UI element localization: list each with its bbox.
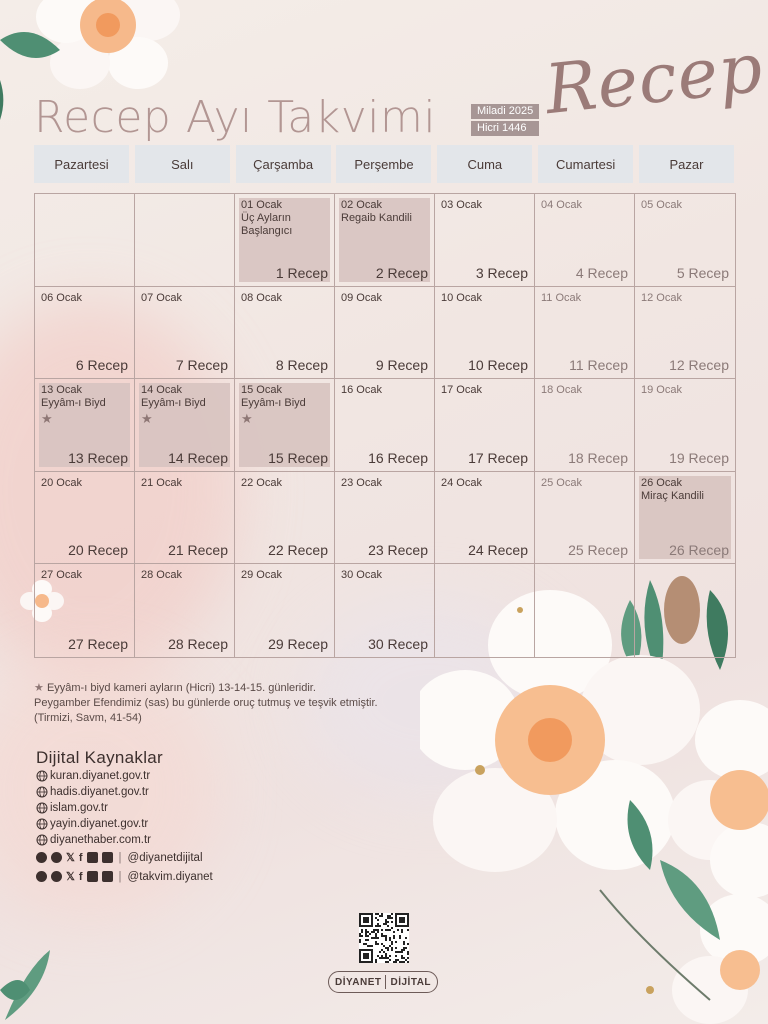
calendar-day-cell: [135, 379, 235, 472]
social-handle-row[interactable]: [36, 848, 213, 867]
calendar-day-cell: [235, 379, 335, 472]
facebook-icon[interactable]: f: [78, 870, 83, 883]
hijri-date: 11 Recep: [569, 357, 628, 374]
event-label: Miraç Kandili: [641, 489, 704, 502]
resource-link-text: islam.gov.tr: [50, 802, 108, 814]
youtube-icon[interactable]: [102, 852, 113, 863]
gregorian-date: 16 Ocak: [341, 384, 382, 397]
weekday-header: Perşembe: [336, 145, 431, 183]
gregorian-date: 02 Ocak: [341, 199, 382, 211]
page-title: Recep Ayı Takvimi: [34, 92, 437, 143]
hijri-date: 10 Recep: [468, 357, 528, 374]
gregorian-date: 10 Ocak: [441, 291, 482, 304]
gregorian-date: 13 Ocak: [41, 384, 82, 397]
calendar-day-cell: [435, 379, 535, 472]
globe-icon: [36, 834, 48, 846]
calendar-day-cell: [335, 472, 435, 565]
event-label: Eyyâm-ı Biyd: [241, 397, 306, 410]
gregorian-date: 14 Ocak: [141, 384, 182, 397]
calendar-day-cell: [35, 472, 135, 565]
star-icon: ★: [141, 411, 153, 427]
event-label: Eyyâm-ı Biyd: [41, 397, 106, 410]
hijri-date: 8 Recep: [275, 357, 328, 374]
gregorian-date: 07 Ocak: [141, 291, 182, 304]
globe-icon: [36, 786, 48, 798]
gregorian-date: 26 Ocak: [641, 476, 682, 489]
calendar-day-cell: [635, 287, 735, 380]
footnote-line: (Tirmizi, Savm, 41-54): [34, 712, 142, 724]
calendar-day-cell: [235, 287, 335, 380]
gregorian-date: 17 Ocak: [441, 384, 482, 397]
tiktok-icon[interactable]: [51, 871, 62, 882]
hijri-date: 23 Recep: [368, 542, 428, 559]
weekday-header: Cumartesi: [538, 145, 633, 183]
gregorian-date: 01 Ocak: [241, 199, 282, 211]
calendar-empty-cell: [135, 194, 235, 287]
star-icon: ★: [241, 411, 253, 427]
resource-link[interactable]: [36, 816, 213, 832]
gregorian-date: 29 Ocak: [241, 569, 282, 582]
x-icon[interactable]: 𝕏: [66, 852, 75, 864]
miladi-label: Miladi 2025: [471, 104, 539, 119]
calendar-day-cell: [335, 379, 435, 472]
resource-link-text: yayin.diyanet.gov.tr: [50, 818, 149, 830]
calendar-day-cell: [535, 287, 635, 380]
calendar-day-cell: [635, 379, 735, 472]
resource-link[interactable]: [36, 784, 213, 800]
gregorian-date: 24 Ocak: [441, 476, 482, 489]
globe-icon: [36, 770, 48, 782]
calendar-day-cell: [235, 564, 335, 657]
weekday-header: Çarşamba: [236, 145, 331, 183]
gregorian-date: 19 Ocak: [641, 384, 682, 397]
hijri-date: 3 Recep: [475, 264, 528, 281]
logo-divider: [385, 975, 386, 989]
gregorian-date: 11 Ocak: [541, 291, 582, 304]
calendar-day-cell: [435, 194, 535, 287]
calendar-empty-cell: [35, 194, 135, 287]
instagram-icon[interactable]: [87, 852, 98, 863]
calendar-day-cell: [35, 379, 135, 472]
social-handle-row[interactable]: [36, 867, 213, 886]
event-label: Üç Ayların Başlangıcı: [241, 212, 293, 237]
gregorian-date: 12 Ocak: [641, 291, 682, 304]
weekday-header-row: [34, 145, 734, 183]
gregorian-date: 04 Ocak: [541, 199, 582, 211]
event-label: Regaib Kandili: [341, 212, 412, 224]
whatsapp-icon[interactable]: [36, 871, 47, 882]
hijri-date: 6 Recep: [75, 357, 128, 374]
resource-link[interactable]: [36, 832, 213, 848]
resource-link-text: kuran.diyanet.gov.tr: [50, 770, 151, 782]
hijri-date: 21 Recep: [168, 542, 228, 559]
footnote-line: Eyyâm-ı biyd kameri ayların (Hicri) 13-14-15. günleridir.: [46, 682, 316, 694]
calendar-day-cell: [335, 564, 435, 657]
social-handle: @diyanetdijital: [127, 851, 203, 864]
calendar-day-cell: [535, 472, 635, 565]
calendar-day-cell: [35, 287, 135, 380]
hicri-label: Hicri 1446: [471, 121, 539, 136]
calendar-grid: [34, 193, 736, 658]
hijri-date: 17 Recep: [468, 449, 528, 466]
weekday-header: Pazartesi: [34, 145, 129, 183]
calendar-empty-cell: [535, 564, 635, 657]
hijri-date: 13 Recep: [68, 449, 128, 466]
logo-right-text: DİJİTAL: [390, 976, 432, 988]
separator: |: [118, 870, 122, 883]
diyanet-dijital-logo: [328, 971, 438, 993]
separator: |: [118, 851, 122, 864]
gregorian-date: 09 Ocak: [341, 291, 382, 304]
hijri-date: 16 Recep: [368, 449, 428, 466]
calendar-day-cell: [435, 287, 535, 380]
globe-icon: [36, 802, 48, 814]
calendar-empty-cell: [635, 564, 735, 657]
hijri-date: 24 Recep: [468, 542, 528, 559]
logo-left-text: DİYANET: [335, 976, 382, 988]
hijri-date: 14 Recep: [168, 449, 228, 466]
hijri-date: 2 Recep: [375, 264, 428, 281]
whatsapp-icon[interactable]: [36, 852, 47, 863]
calendar-day-cell: [635, 472, 735, 565]
calendar-day-cell: [35, 564, 135, 657]
social-handle: @takvim.diyanet: [127, 870, 213, 883]
hijri-date: 1 Recep: [275, 264, 328, 281]
event-label: Eyyâm-ı Biyd: [141, 397, 206, 410]
resource-link[interactable]: [36, 800, 213, 816]
gregorian-date: 21 Ocak: [141, 476, 182, 489]
star-icon: ★: [34, 682, 44, 694]
gregorian-date: 23 Ocak: [341, 476, 382, 489]
resource-link-text: diyanethaber.com.tr: [50, 834, 152, 846]
calendar-day-cell: [135, 287, 235, 380]
gregorian-date: 30 Ocak: [341, 569, 382, 582]
weekday-header: Cuma: [437, 145, 532, 183]
globe-icon: [36, 818, 48, 830]
script-title: Recep: [541, 28, 767, 131]
hijri-date: 30 Recep: [368, 635, 428, 652]
gregorian-date: 27 Ocak: [41, 569, 82, 582]
gregorian-date: 18 Ocak: [541, 384, 582, 397]
calendar-day-cell: [535, 379, 635, 472]
hijri-date: 9 Recep: [375, 357, 428, 374]
calendar-day-cell: [235, 194, 335, 287]
hijri-date: 7 Recep: [175, 357, 228, 374]
hijri-date: 28 Recep: [168, 635, 228, 652]
hijri-date: 15 Recep: [268, 449, 328, 466]
qr-code: [359, 913, 409, 963]
gregorian-date: 22 Ocak: [241, 476, 282, 489]
gregorian-date: 06 Ocak: [41, 291, 82, 304]
gregorian-date: 05 Ocak: [641, 199, 682, 211]
calendar-day-cell: [335, 194, 435, 287]
calendar-day-cell: [135, 472, 235, 565]
hijri-date: 25 Recep: [568, 542, 628, 559]
hijri-date: 18 Recep: [568, 449, 628, 466]
hijri-date: 29 Recep: [268, 635, 328, 652]
calendar-day-cell: [235, 472, 335, 565]
x-icon[interactable]: 𝕏: [66, 871, 75, 883]
gregorian-date: 20 Ocak: [41, 476, 82, 489]
calendar-day-cell: [335, 287, 435, 380]
hijri-date: 20 Recep: [68, 542, 128, 559]
calendar-day-cell: [635, 194, 735, 287]
leaf-illustration: [0, 940, 60, 1024]
calendar-day-cell: [535, 194, 635, 287]
year-badge: [471, 104, 539, 136]
footnote-line: Peygamber Efendimiz (sas) bu günlerde oruç tutmuş ve teşvik etmiştir.: [34, 697, 378, 709]
hijri-date: 26 Recep: [669, 542, 729, 559]
gregorian-date: 25 Ocak: [541, 476, 582, 489]
gregorian-date: 03 Ocak: [441, 199, 482, 211]
hijri-date: 19 Recep: [669, 449, 729, 466]
weekday-header: Salı: [135, 145, 230, 183]
resource-link[interactable]: [36, 768, 213, 784]
calendar-day-cell: [435, 472, 535, 565]
resource-links: [36, 768, 213, 886]
star-icon: ★: [41, 411, 53, 427]
calendar-empty-cell: [435, 564, 535, 657]
gregorian-date: 28 Ocak: [141, 569, 182, 582]
facebook-icon[interactable]: f: [78, 851, 83, 864]
resource-link-text: hadis.diyanet.gov.tr: [50, 786, 149, 798]
gregorian-date: 15 Ocak: [241, 384, 282, 397]
footnote: [34, 681, 464, 726]
tiktok-icon[interactable]: [51, 852, 62, 863]
calendar-day-cell: [135, 564, 235, 657]
resources-title: Dijital Kaynaklar: [36, 748, 163, 767]
weekday-header: Pazar: [639, 145, 734, 183]
hijri-date: 5 Recep: [676, 264, 729, 281]
hijri-date: 4 Recep: [575, 264, 628, 281]
hijri-date: 27 Recep: [68, 635, 128, 652]
hijri-date: 22 Recep: [268, 542, 328, 559]
gregorian-date: 08 Ocak: [241, 291, 282, 304]
youtube-icon[interactable]: [102, 871, 113, 882]
instagram-icon[interactable]: [87, 871, 98, 882]
hijri-date: 12 Recep: [669, 357, 729, 374]
